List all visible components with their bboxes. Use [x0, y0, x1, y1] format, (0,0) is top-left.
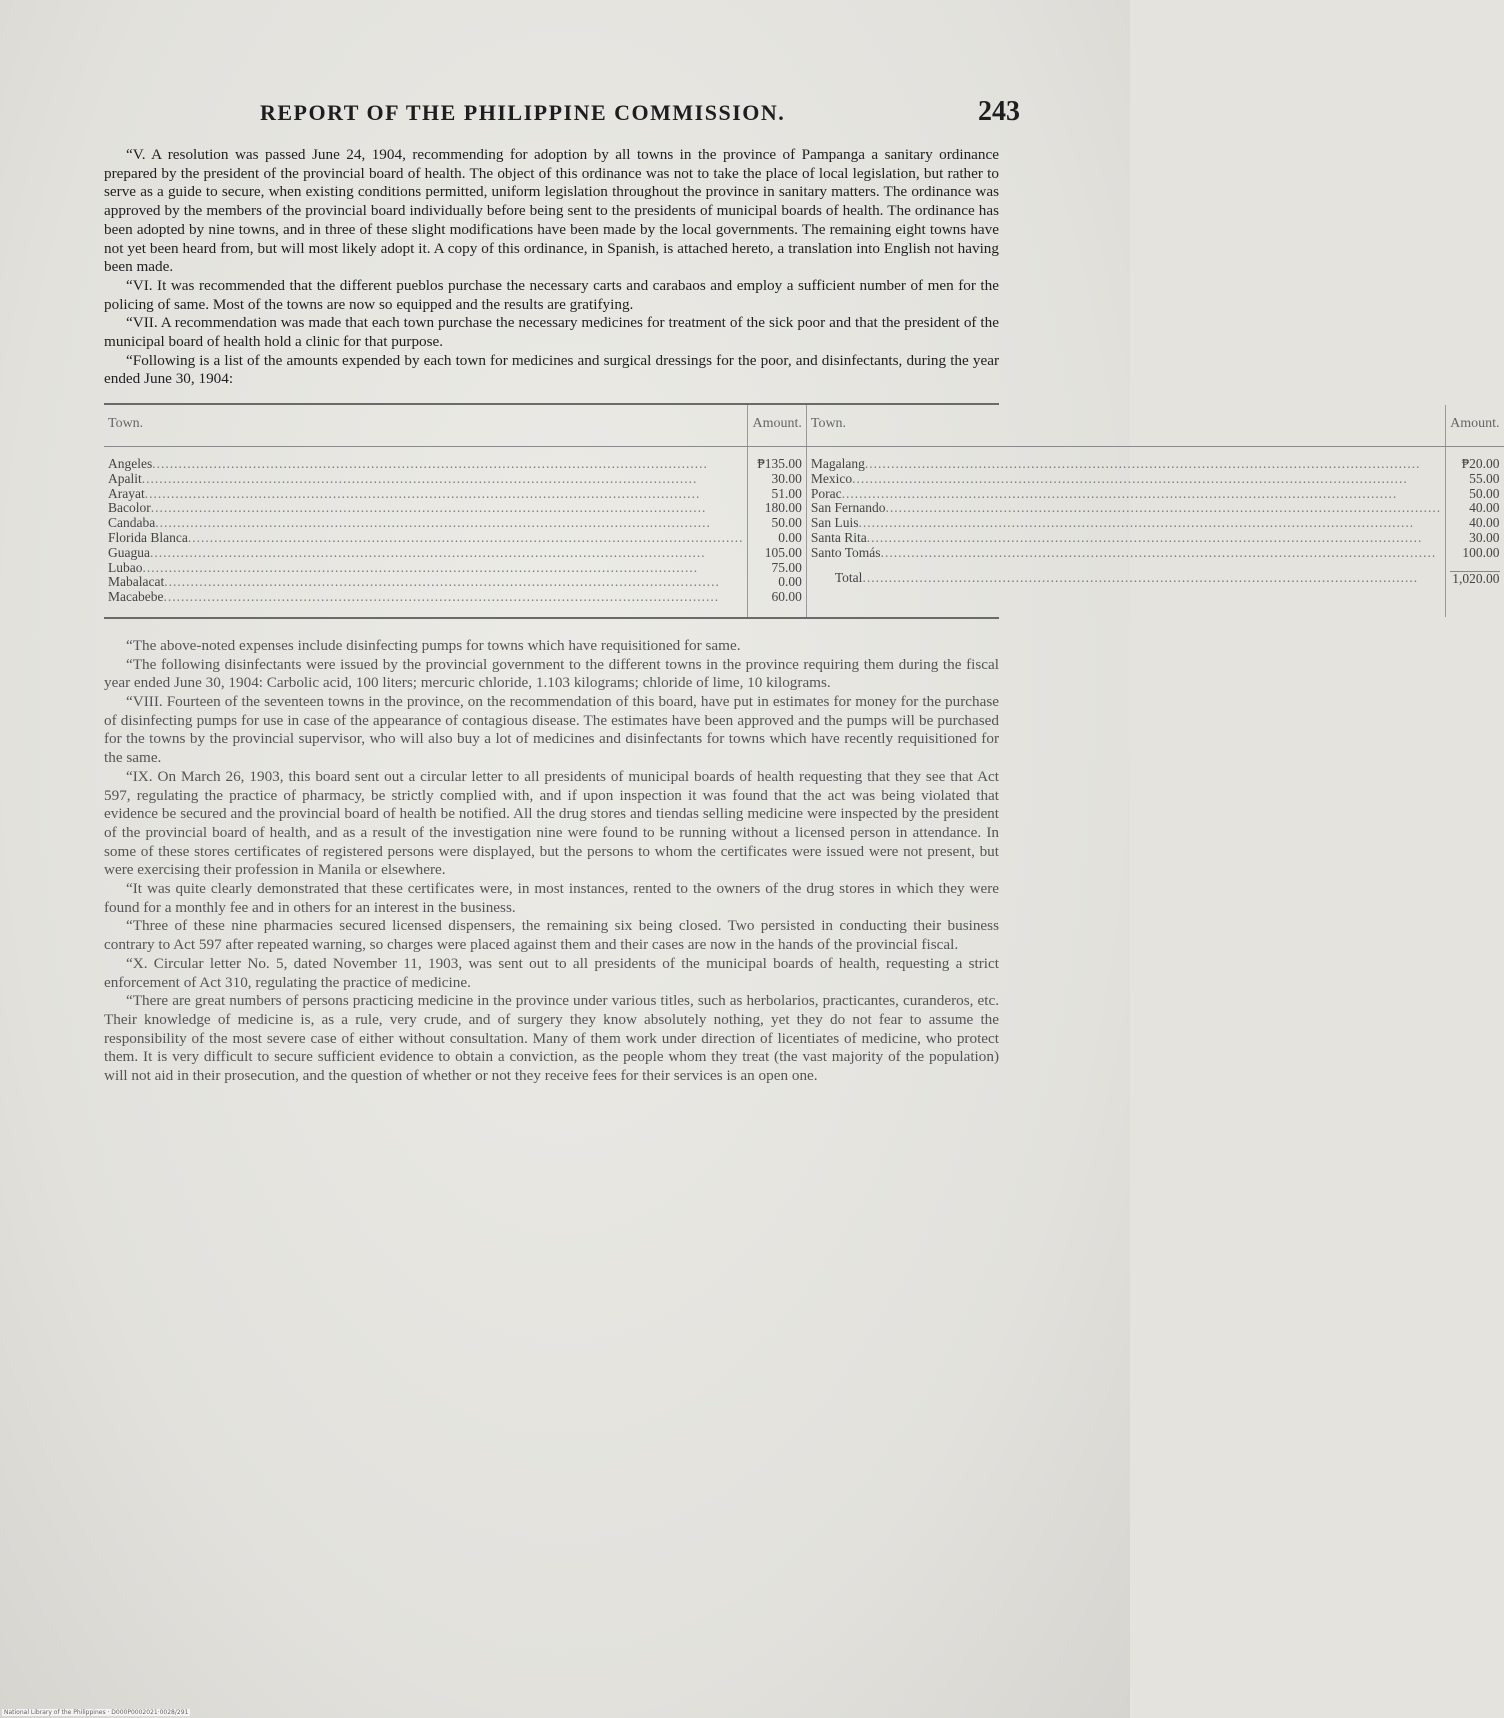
table-row [108, 575, 743, 590]
amount-value: 105.00 [764, 544, 802, 560]
scan-credit: National Library of the Philippines · D000P0002021·0028/291 [4, 1709, 189, 1716]
table-row [108, 487, 743, 502]
town-name: Florida Blanca [108, 529, 188, 545]
table-row [811, 531, 1441, 546]
total-label: Total [834, 569, 863, 585]
town-name: Macabebe [108, 589, 164, 605]
expenditure-table [104, 403, 1500, 619]
amount-value: 40.00 [1469, 500, 1500, 516]
amount-value: 75.00 [771, 559, 802, 575]
amount-value: 50.00 [1469, 485, 1500, 501]
paragraph-vii: “VII. A recommendation was made that each town purchase the necessary medicines for treatment of the sick poor and that the president of the municipal board of health hold a clinic for that purpose. [104, 314, 999, 351]
amount-value: 0.00 [778, 574, 802, 590]
town-name: Magalang [810, 455, 865, 471]
amount-value: 30.00 [1469, 529, 1500, 545]
amount-value: 50.00 [771, 515, 802, 531]
town-name: Mabalacat [108, 574, 165, 590]
table-row [811, 472, 1441, 487]
amount-value: 51.00 [771, 485, 802, 501]
left-town-column [104, 446, 748, 616]
amount-value: ₱20.00 [1461, 455, 1500, 471]
town-name: Guagua [108, 544, 150, 560]
paragraph-ix: “IX. On March 26, 1903, this board sent out a circular letter to all presidents of municipal boards of health requesting that they see that Act 597, regulating the practice of pharmacy, be strictly complied with, and if upon inspection it was found that the act was being violated that evidence be secured and the provincial board of health be notified. All the drug stores and tiendas selling medicine were inspected by the president of the provincial board of health, and as a result of the investigation nine were found to be running without a licensed person in attendance. In some of these stores certificates of registered persons were displayed, but the persons to whom the certificates were issued were not present, but were exercising their profession in Manila or elsewhere. [104, 767, 999, 879]
paragraph-disinfectants: “The following disinfectants were issued by the provincial government to the different towns in the province requiring them during the fiscal year ended June 30, 1904: Carbolic acid, 100 liters; mercuric chloride, 1.103 kilograms; chloride of lime, 10 kilograms. [104, 655, 999, 692]
town-name: Mexico [810, 470, 853, 486]
amount-value: 55.00 [1469, 470, 1500, 486]
amount-value: 100.00 [1462, 544, 1500, 560]
town-name: Bacolor [108, 500, 151, 516]
paragraph-viii: “VIII. Fourteen of the seventeen towns in the province, on the recommendation of this board, have put in estimates for money for the purchase of disinfecting pumps for use in case of the appearance of contagious disease. The estimates have been approved and the pumps will be purchased for the towns by the provincial supervisor, who will also buy a lot of medicines and disinfectants for towns which have recently requisitioned for the same. [104, 693, 999, 767]
running-head: REPORT OF THE PHILIPPINE COMMISSION. [260, 100, 786, 125]
town-name: San Fernando [810, 500, 886, 516]
table-row [108, 457, 743, 472]
table-row [108, 531, 743, 546]
amount-value: 30.00 [771, 470, 802, 486]
town-name: Porac [810, 485, 842, 501]
paragraph-practitioners: “There are great numbers of persons practicing medicine in the province under various titles, such as herbolarios, practicantes, curanderos, etc. Their knowledge of medicine is, as a rule, very crude, and of surgery they know absolutely nothing, yet they do not fear to assume the responsibility of the most severe case of either without consultation. Many of them work under direction of licentiates of medicine, who protect them. It is very difficult to secure sufficient evidence to obtain a conviction, as the people whom they treat (the vast majority of the population) will not aid in their prosecution, and the question of whether or not they receive fees for their services is an open one. [104, 992, 999, 1085]
paragraph-vi: “VI. It was recommended that the different pueblos purchase the necessary carts and carabaos and employ a sufficient number of men for the policing of same. Most of the towns are now so equipped and the results are gratifying. [104, 276, 999, 313]
town-name: San Luis [810, 515, 859, 531]
amount-value: 60.00 [771, 589, 802, 605]
table-row [811, 487, 1441, 502]
paragraph-x: “X. Circular letter No. 5, dated November 11, 1903, was sent out to all presidents of the municipal boards of health, requesting a strict enforcement of Act 310, regulating the practice of medicine. [104, 954, 999, 991]
paragraph-expenses-note: “The above-noted expenses include disinfecting pumps for towns which have requisitioned for same. [126, 636, 741, 654]
paragraph-certificates: “It was quite clearly demonstrated that these certificates were, in most instances, rented to the owners of the drug stores in which they were found for a monthly fee and in others for an interest in the business. [104, 880, 999, 916]
right-town-column [806, 446, 1445, 616]
header-amount-left: Amount. [748, 405, 806, 446]
town-name: Angeles [108, 455, 153, 471]
town-name: Lubao [108, 559, 143, 575]
table-row [108, 472, 743, 487]
amount-value: 0.00 [778, 529, 802, 545]
amount-value: 40.00 [1469, 515, 1500, 531]
table-row [108, 501, 743, 516]
header-town-right: Town. [806, 405, 1445, 446]
table-row [108, 561, 743, 576]
paragraph-list-intro: “Following is a list of the amounts expended by each town for medicines and surgical dressings for the poor, and disinfectants, during the year ended June 30, 1904: [104, 351, 999, 388]
page-number: 243 [978, 96, 1020, 127]
amount-value: 180.00 [764, 500, 802, 516]
town-name: Candaba [108, 515, 156, 531]
town-name: Santa Rita [810, 529, 867, 545]
table-row [811, 516, 1441, 531]
town-name: Apalit [108, 470, 142, 486]
table-row [811, 546, 1441, 561]
page-body [104, 146, 1500, 1086]
table-row [108, 516, 743, 531]
table-row [811, 501, 1441, 516]
total-amount: 1,020.00 [1450, 571, 1499, 587]
town-name: Arayat [108, 485, 145, 501]
left-amount-column [748, 446, 806, 616]
town-name: Santo Tomás [810, 544, 881, 560]
table-row [811, 457, 1441, 472]
paragraph-pharmacies: “Three of these nine pharmacies secured licensed dispensers, the remaining six being closed. Two persisted in conducting their business contrary to Act 597 after repeated warning, so charges were placed against them and their cases are now in the hands of the provincial fiscal. [104, 917, 999, 954]
header-amount-right: Amount. [1446, 405, 1504, 446]
amount-value: ₱135.00 [757, 455, 802, 471]
page-header [90, 96, 1030, 136]
paragraph-v: “V. A resolution was passed June 24, 1904, recommending for adoption by all towns in the province of Pampanga a sanitary ordinance prepared by the president of the provincial board of health. The object of this ordinance was not to take the place of local legislation, but rather to serve as a guide to secure, when existing conditions permitted, uniform legislation throughout the province in sanitary matters. The ordinance was approved by the members of the provincial board individually before being sent to the presidents of municipal boards of health. The ordinance has been adopted by nine towns, and in three of these slight modifications have been made by the local governments. The remaining eight towns have not yet been heard from, but will most likely adopt it. A copy of this ordinance, in Spanish, is attached hereto, a translation into English not having been made. [104, 146, 999, 276]
table-row [108, 590, 743, 605]
right-amount-column [1446, 446, 1504, 616]
table-row [108, 546, 743, 561]
total-row [811, 571, 1441, 586]
header-town-left: Town. [104, 405, 748, 446]
